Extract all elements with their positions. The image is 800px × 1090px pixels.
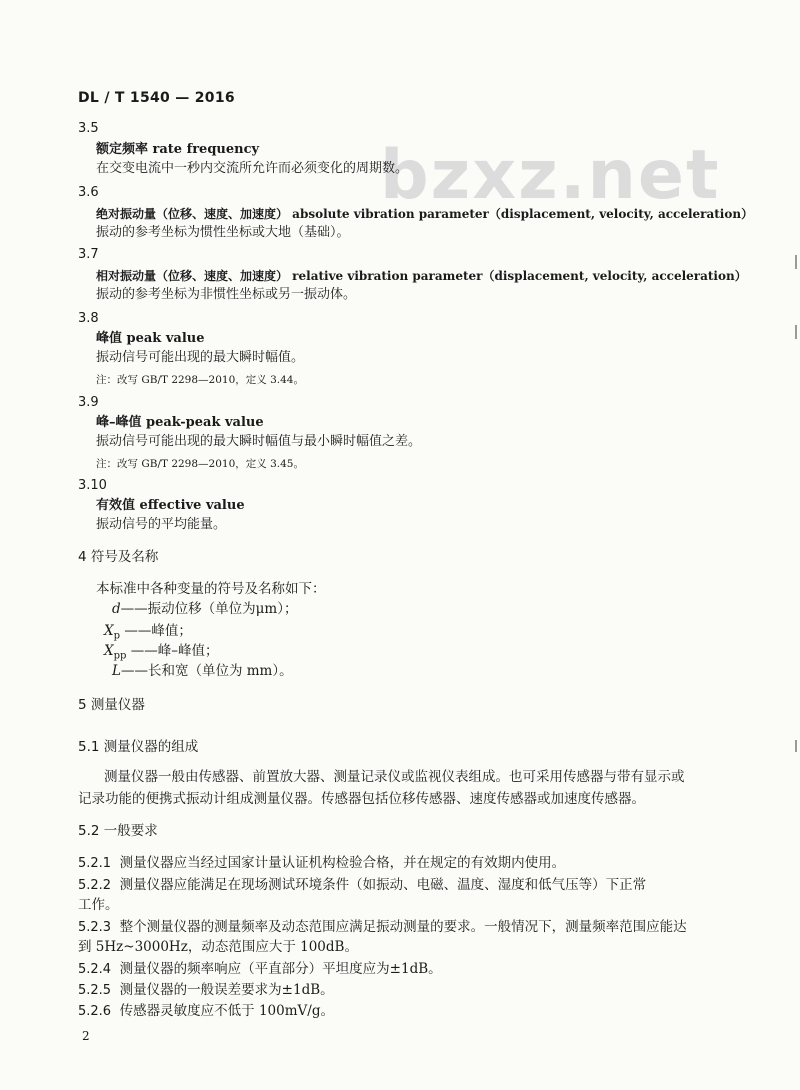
scan-edge-mark xyxy=(795,740,797,752)
clause-text: 传感器灵敏度应不低于 100mV/g。 xyxy=(119,1003,334,1019)
clause-text: 整个测量仪器的测量频率及动态范围应满足振动测量的要求。一般情况下，测量频率范围应能达 xyxy=(119,919,687,935)
term-definition: 振动信号可能出现的最大瞬时幅值。 xyxy=(96,350,305,365)
clause-row xyxy=(78,918,687,937)
term-definition: 振动信号可能出现的最大瞬时幅值与最小瞬时幅值之差。 xyxy=(96,434,422,449)
term-title: 有效值 effective value xyxy=(96,498,245,513)
symbol-description: ——峰–峰值； xyxy=(126,643,219,659)
symbol-description: ——振动位移（单位为μm）； xyxy=(120,601,298,617)
clause-row xyxy=(78,1002,334,1021)
clause-number: 5.2.4 xyxy=(78,962,112,977)
symbol-row xyxy=(112,600,297,618)
scan-edge-mark xyxy=(795,255,797,269)
term-number: 3.5 xyxy=(78,121,99,136)
term-definition: 振动的参考坐标为惯性坐标或大地（基础）。 xyxy=(96,225,350,240)
clause-text: 测量仪器应能满足在现场测试环境条件（如振动、电磁、温度、湿度和低气压等）下正常 xyxy=(119,877,647,893)
clause-row xyxy=(78,981,334,1000)
clause-continuation: 到 5Hz~3000Hz，动态范围应大于 100dB。 xyxy=(78,939,358,955)
symbol-subscript: p xyxy=(113,630,121,642)
term-title: 峰值 peak value xyxy=(96,331,205,346)
section-5-2-title: 5.2 一般要求 xyxy=(78,823,158,839)
symbol: d xyxy=(112,601,121,617)
term-note: 注：改写 GB/T 2298—2010，定义 3.44。 xyxy=(96,374,304,386)
section-5-1-paragraph: 记录功能的便携式振动计组成测量仪器。传感器包括位移传感器、速度传感器或加速度传感器。 xyxy=(78,791,645,807)
scan-edge-mark xyxy=(795,325,797,339)
term-definition: 振动的参考坐标为非惯性坐标或另一振动体。 xyxy=(96,287,357,302)
clause-number: 5.2.3 xyxy=(78,920,112,935)
section-5-1-paragraph: 测量仪器一般由传感器、前置放大器、测量记录仪或监视仪表组成。也可采用传感器与带有显示或 xyxy=(104,769,685,785)
term-title: 绝对振动量（位移、速度、加速度） absolute vibration parameter（displacement, velocity, acceleration） xyxy=(96,207,754,221)
watermark: bzxz.net xyxy=(380,136,721,215)
section-4-intro: 本标准中各种变量的符号及名称如下： xyxy=(96,581,326,597)
symbol: X xyxy=(104,643,114,659)
symbol-description: ——峰值； xyxy=(120,623,192,639)
term-title: 相对振动量（位移、速度、加速度） relative vibration parameter（displacement, velocity, acceleration） xyxy=(96,269,747,283)
symbol-description: ——长和宽（单位为 mm）。 xyxy=(120,663,293,679)
term-title: 峰–峰值 peak-peak value xyxy=(96,415,264,430)
section-5-title: 5 测量仪器 xyxy=(78,697,145,713)
term-number: 3.8 xyxy=(78,311,99,326)
clause-text: 测量仪器的一般误差要求为±1dB。 xyxy=(119,982,334,998)
term-note: 注：改写 GB/T 2298—2010，定义 3.45。 xyxy=(96,458,304,470)
clause-number: 5.2.6 xyxy=(78,1004,112,1019)
term-number: 3.9 xyxy=(78,395,99,410)
symbol: L xyxy=(112,663,121,679)
section-5-1-title: 5.1 测量仪器的组成 xyxy=(78,739,199,755)
symbol: X xyxy=(104,623,114,639)
term-definition: 振动信号的平均能量。 xyxy=(96,517,227,532)
term-definition: 在交变电流中一秒内交流所允许而必须变化的周期数。 xyxy=(96,161,409,176)
term-number: 3.6 xyxy=(78,185,99,200)
clause-row xyxy=(78,960,442,979)
clause-number: 5.2.2 xyxy=(78,878,112,893)
clause-text: 测量仪器应当经过国家计量认证机构检验合格，并在规定的有效期内使用。 xyxy=(119,855,566,871)
clause-text: 测量仪器的频率响应（平直部分）平坦度应为±1dB。 xyxy=(119,961,442,977)
section-4-title: 4 符号及名称 xyxy=(78,549,159,565)
symbol-row xyxy=(112,662,293,680)
clause-row xyxy=(78,876,646,895)
symbol-subscript: pp xyxy=(113,650,127,662)
term-title: 额定频率 rate frequency xyxy=(96,142,260,157)
page-number: 2 xyxy=(82,1029,90,1043)
standard-header: DL / T 1540 — 2016 xyxy=(78,90,235,106)
clause-number: 5.2.1 xyxy=(78,856,112,871)
term-number: 3.10 xyxy=(78,478,107,493)
clause-number: 5.2.5 xyxy=(78,983,112,998)
term-number: 3.7 xyxy=(78,247,99,262)
clause-continuation: 工作。 xyxy=(78,897,119,913)
clause-row xyxy=(78,854,565,873)
